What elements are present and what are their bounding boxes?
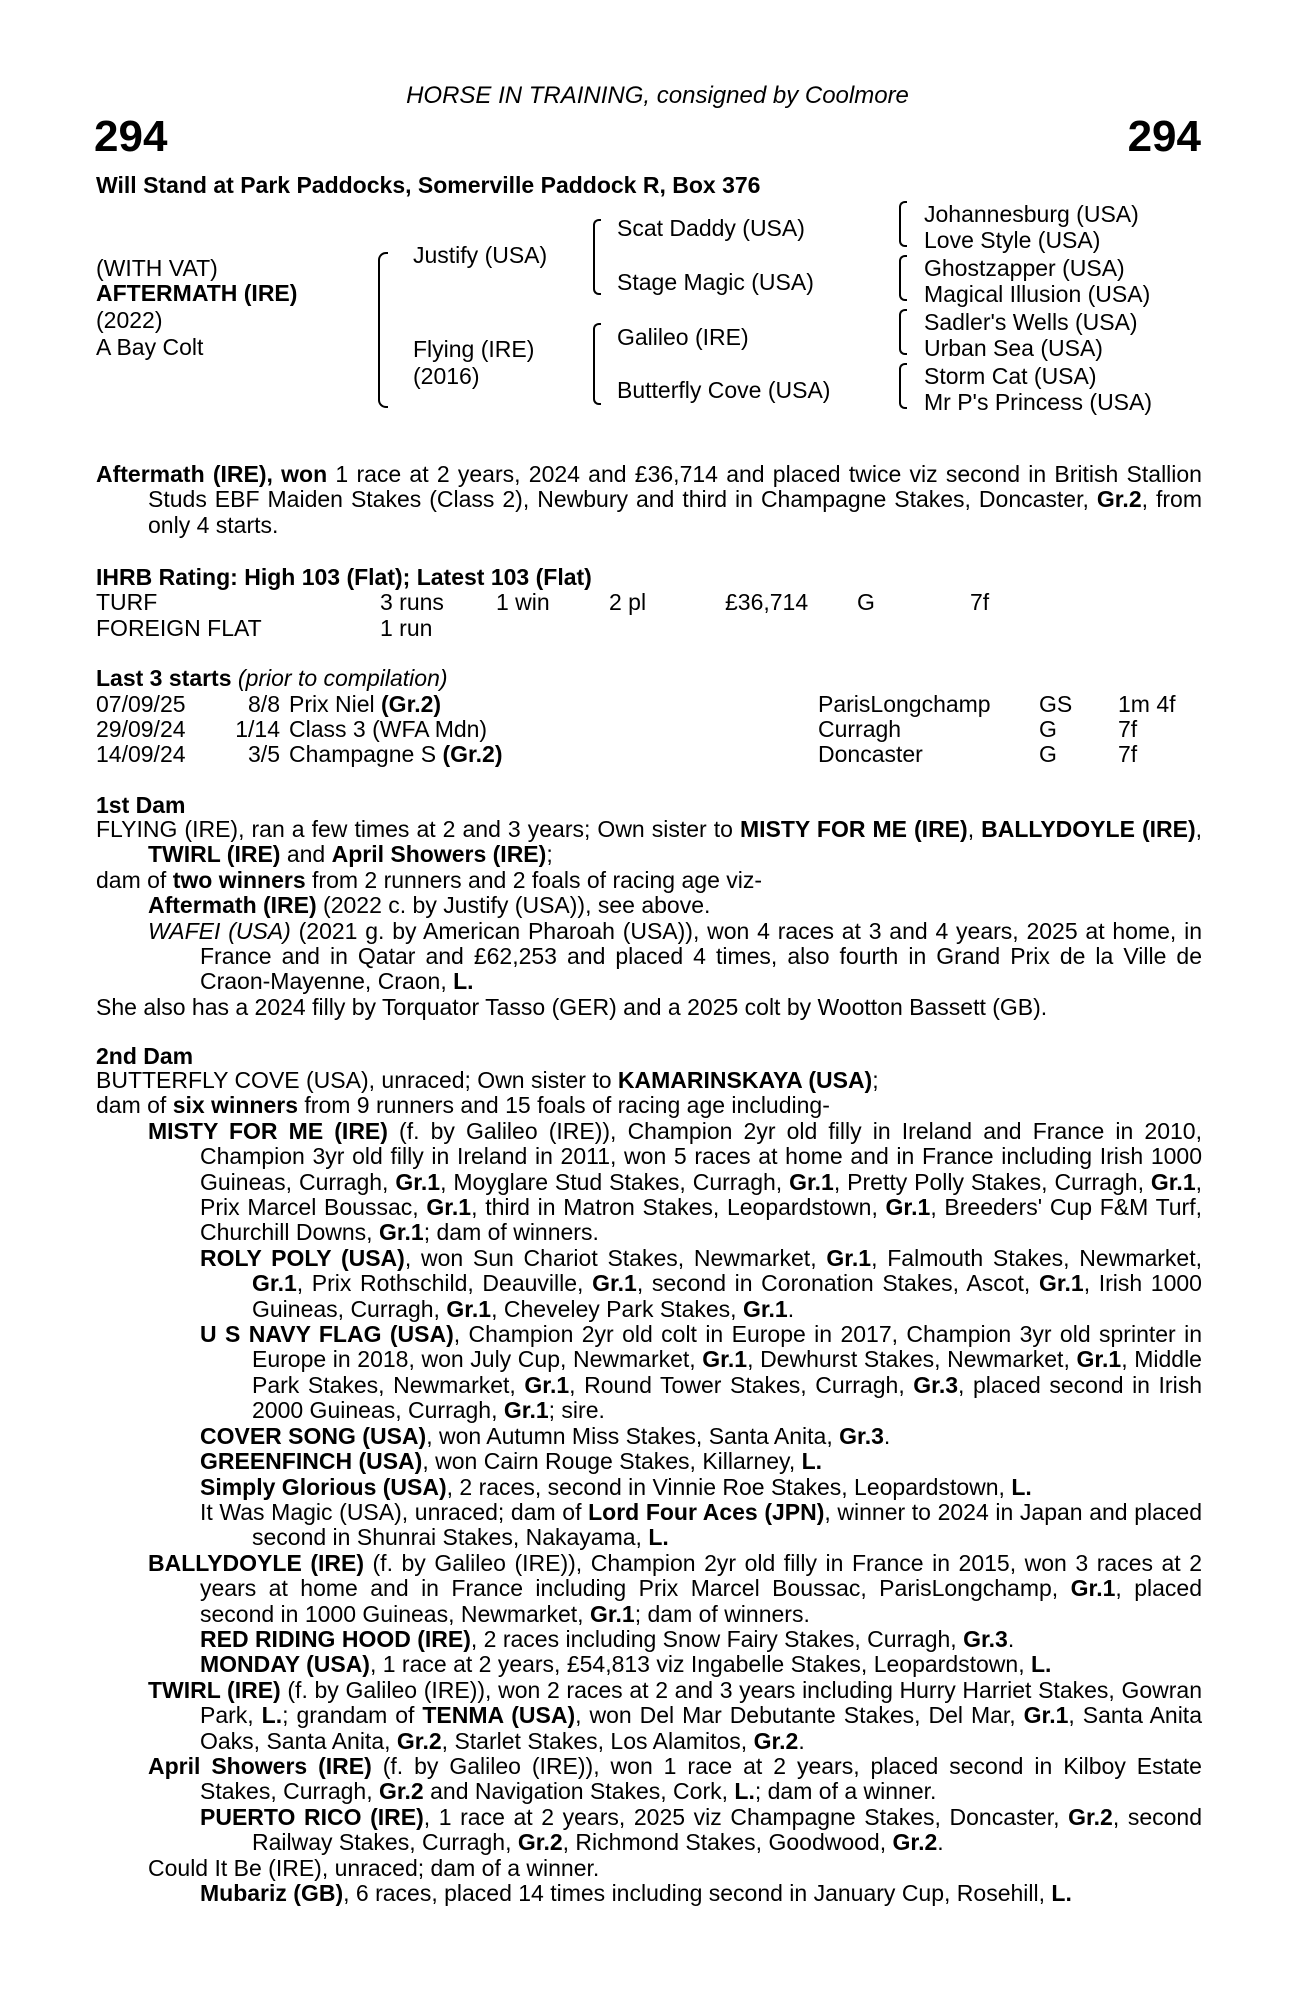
first-dam-section — [96, 817, 1202, 1020]
grade: Gr.1 — [589, 1600, 635, 1627]
pedigree-g5: Sadler's Wells (USA) — [924, 309, 1138, 335]
first-dam-text: FLYING (IRE), ran a few times at 2 and 3 years; Own sister to — [96, 816, 740, 842]
text: . — [787, 1295, 795, 1322]
pedigree-g8: Mr P's Princess (USA) — [924, 389, 1153, 415]
grade: Gr.2 — [753, 1727, 799, 1754]
start-distance: 1m 4f — [1118, 691, 1176, 717]
grade: Gr.1 — [1076, 1346, 1122, 1373]
pedigree-g4: Magical Illusion (USA) — [924, 281, 1151, 307]
sibling-name: MISTY FOR ME (IRE) — [739, 816, 968, 842]
start-race — [289, 692, 441, 717]
summary-text-end: , from only 4 starts. — [148, 486, 1203, 538]
start-race-grade: (Gr.2) — [381, 691, 442, 717]
grade: Gr.2 — [396, 1727, 442, 1754]
text: , Prix Rothschild, Deauville, — [296, 1270, 593, 1297]
first-dam-heading: 1st Dam — [96, 792, 186, 818]
grade: Gr.1 — [1070, 1575, 1116, 1602]
text: and Navigation Stakes, Cork, — [423, 1778, 735, 1805]
start-going: G — [1039, 716, 1057, 742]
pedigree-brace-g3 — [899, 309, 907, 355]
text: It Was Magic (USA), unraced; dam of — [200, 1498, 589, 1525]
grade: Gr.1 — [1150, 1168, 1196, 1195]
text: , Pretty Polly Stakes, Curragh, — [833, 1168, 1151, 1195]
produce-name: TWIRL (IRE) — [148, 1676, 281, 1703]
start-date: 07/09/25 — [96, 691, 186, 717]
produce-name: PUERTO RICO (IRE) — [200, 1803, 424, 1830]
text: (f. by Galileo (IRE)), Champion 2yr old filly in Ireland and France in 2010, Champion 3yr old filly in Ireland in 2011, won 5 races at home and in France including Irish 1000 Guineas, Curragh, — [200, 1117, 1202, 1195]
produce-roly-poly — [96, 1246, 1202, 1322]
start-race-grade: (Gr.2) — [442, 741, 503, 767]
grade: Gr.1 — [1038, 1270, 1084, 1297]
grade: Gr.1 — [524, 1371, 570, 1398]
text: , Breeders' Cup F&M Turf, Churchill Downs, — [200, 1194, 1202, 1246]
text: , second in Coronation Stakes, Ascot, — [636, 1270, 1039, 1297]
ihrb-row-prize: £36,714 — [725, 589, 809, 615]
text: . — [937, 1829, 944, 1856]
grade: Gr.2 — [517, 1829, 563, 1856]
text: , won Del Mar Debutante Stakes, Del Mar, — [575, 1702, 1024, 1729]
lot-number-left: 294 — [94, 112, 168, 161]
text: , Middle Park Stakes, Newmarket, — [252, 1346, 1202, 1398]
horse-name: AFTERMATH (IRE) — [96, 280, 298, 306]
first-dam-other-foals: She also has a 2024 filly by Torquator Tasso (GER) and a 2025 colt by Wootton Bassett (GB). — [96, 993, 1048, 1020]
grade: L. — [453, 968, 474, 995]
conjunction: and — [280, 841, 332, 868]
grade: Gr.1 — [503, 1397, 549, 1424]
text: , third in Matron Stakes, Leopardstown, — [471, 1194, 886, 1221]
text: ; dam of a winner. — [754, 1778, 937, 1805]
pedigree-g2: Love Style (USA) — [924, 227, 1101, 253]
text: from 9 runners and 15 foals of racing age including- — [298, 1092, 830, 1119]
produce-name: U S NAVY FLAG (USA) — [200, 1321, 454, 1348]
grade: Gr.2 — [892, 1829, 938, 1856]
sibling-name: TWIRL (IRE) — [148, 841, 281, 868]
pedigree-sire-sire: Scat Daddy (USA) — [617, 215, 805, 241]
text: , Champion 2yr old colt in Europe in 2017, Champion 3yr old sprinter in Europe in 2018, won July Cup, Newmarket, — [252, 1321, 1202, 1373]
produce-wafei — [96, 919, 1202, 995]
produce-name: ROLY POLY (USA) — [200, 1244, 405, 1271]
start-position: 1/14 — [235, 716, 280, 742]
punct: , — [967, 816, 975, 842]
start-course: Doncaster — [818, 741, 923, 767]
sibling-name: April Showers (IRE) — [331, 841, 547, 868]
produce-ballydoyle — [96, 1551, 1202, 1627]
grade: Gr.3 — [963, 1625, 1008, 1652]
text: ; dam of winners. — [423, 1219, 599, 1246]
text: , won Autumn Miss Stakes, Santa Anita, — [426, 1422, 840, 1449]
text: , 1 race at 2 years, £54,813 viz Ingabelle Stakes, Leopardstown, — [369, 1651, 1031, 1678]
grade: Gr.1 — [826, 1244, 872, 1271]
sibling-name: BALLYDOYLE (IRE) — [981, 816, 1196, 842]
text: , Moyglare Stud Stakes, Curragh, — [440, 1168, 790, 1195]
text: , 2 races, second in Vinnie Roe Stakes, Leopardstown, — [446, 1473, 1012, 1500]
produce-simply-glorious — [96, 1475, 1202, 1500]
lot-number-right: 294 — [1127, 112, 1201, 161]
text: , Round Tower Stakes, Curragh, — [569, 1371, 914, 1398]
pedigree-g1: Johannesburg (USA) — [924, 201, 1139, 227]
produce-red-riding-hood — [96, 1627, 1202, 1652]
produce-name: COVER SONG (USA) — [200, 1422, 427, 1449]
text: ; dam of winners. — [634, 1600, 810, 1627]
horse-description: A Bay Colt — [96, 334, 204, 360]
text: , 6 races, placed 14 times including second in January Cup, Rosehill, — [343, 1880, 1052, 1906]
ihrb-row-type: FOREIGN FLAT — [96, 615, 262, 641]
first-dam-intro — [96, 817, 1202, 868]
pedigree-sire: Justify (USA) — [413, 242, 548, 268]
last-starts-note: (prior to compilation) — [231, 665, 448, 691]
ihrb-row-distance: 7f — [970, 589, 990, 615]
text: , Irish 1000 Guineas, Curragh, — [252, 1270, 1202, 1322]
horse-year: (2022) — [96, 307, 163, 333]
grade: Gr.2 — [378, 1778, 424, 1805]
text: , won Cairn Rouge Stakes, Killarney, — [422, 1448, 802, 1475]
produce-name: BALLYDOYLE (IRE) — [148, 1549, 364, 1576]
grade: Gr.2 — [1068, 1803, 1113, 1830]
pedigree-dam: Flying (IRE) — [413, 336, 535, 362]
produce-cover-song — [96, 1424, 1202, 1449]
text: , Cheveley Park Stakes, — [491, 1295, 743, 1322]
grade: Gr.1 — [592, 1270, 637, 1297]
start-course: Curragh — [818, 716, 902, 742]
text: dam of — [96, 1092, 173, 1119]
produce-name: RED RIDING HOOD (IRE) — [200, 1625, 471, 1652]
text: , Dewhurst Stakes, Newmarket, — [747, 1346, 1077, 1373]
pedigree-brace-g2 — [899, 255, 907, 301]
grade: Gr.1 — [789, 1168, 834, 1195]
pedigree-brace-sire — [593, 219, 601, 295]
text: , won Sun Chariot Stakes, Newmarket, — [404, 1244, 827, 1271]
start-distance: 7f — [1118, 716, 1138, 742]
produce-name: Simply Glorious (USA) — [200, 1473, 447, 1500]
produce-name: MONDAY (USA) — [200, 1651, 370, 1678]
winners-count: six winners — [172, 1092, 298, 1119]
grade: Gr.1 — [395, 1168, 441, 1195]
produce-aftermath — [96, 893, 1202, 918]
produce-name: WAFEI (USA) — [148, 917, 291, 944]
pedigree-g3: Ghostzapper (USA) — [924, 255, 1125, 281]
text: , 2 races including Snow Fairy Stakes, Curragh, — [470, 1625, 964, 1652]
text: dam of — [96, 866, 173, 893]
race-summary — [96, 462, 1202, 538]
produce-name: Mubariz (GB) — [200, 1880, 344, 1906]
produce-greenfinch — [96, 1449, 1202, 1474]
produce-name: Lord Four Aces (JPN) — [588, 1498, 825, 1525]
start-race-name: Prix Niel — [289, 691, 382, 717]
start-going: G — [1039, 741, 1057, 767]
text: ; sire. — [548, 1397, 605, 1424]
start-going: GS — [1039, 691, 1073, 717]
produce-name: GREENFINCH (USA) — [200, 1448, 423, 1475]
pedigree-brace-g1 — [899, 201, 907, 247]
ihrb-row-runs: 1 run — [380, 615, 433, 641]
text: , Prix Marcel Boussac, — [200, 1168, 1203, 1221]
grade: L. — [1011, 1473, 1032, 1500]
produce-name: MISTY FOR ME (IRE) — [148, 1117, 388, 1144]
text: , 1 race at 2 years, 2025 viz Champagne Stakes, Doncaster, — [423, 1803, 1069, 1830]
grade: L. — [648, 1524, 669, 1551]
ihrb-row-going: G — [857, 589, 875, 615]
pedigree-dam-year: (2016) — [413, 363, 480, 389]
pedigree-sire-dam: Stage Magic (USA) — [617, 269, 814, 295]
start-course: ParisLongchamp — [818, 691, 991, 717]
text: (f. by Galileo (IRE)), won 1 race at 2 years, placed second in Kilboy Estate Stakes, Curragh, — [200, 1752, 1202, 1805]
grade: Gr.1 — [378, 1219, 424, 1246]
text: (f. by Galileo (IRE)), won 2 races at 2 and 3 years including Hurry Harriet Stakes, Gowran Park, — [200, 1676, 1203, 1729]
grade: L. — [1030, 1651, 1052, 1678]
produce-text: (2021 g. by American Pharoah (USA)), won 4 races at 3 and 4 years, 2025 at home, in France and in Qatar and £62,253 and placed 4 times, also fourth in Grand Prix de la Ville de Craon-Mayenne, Craon, — [200, 917, 1203, 995]
produce-april-showers — [96, 1754, 1202, 1805]
first-dam-produce-summary — [96, 868, 1202, 893]
ihrb-row-type: TURF — [96, 589, 158, 615]
text: , second Railway Stakes, Curragh, — [252, 1803, 1202, 1856]
produce-misty-for-me — [96, 1119, 1202, 1246]
produce-name: TENMA (USA) — [422, 1702, 576, 1729]
grade: Gr.3 — [913, 1371, 959, 1398]
pedigree-brace-g4 — [899, 363, 907, 409]
grade: Gr.1 — [1023, 1702, 1069, 1729]
summary-text: 1 race at 2 years, 2024 and £36,714 and placed twice viz second in British Stallion Studs EBF Maiden Stakes (Class 2), Newbury and third in Champagne Stakes, Doncaster, — [148, 461, 1202, 513]
produce-it-was-magic — [96, 1500, 1202, 1551]
start-race — [289, 717, 487, 742]
grade: Gr.1 — [742, 1295, 788, 1322]
produce-could-it-be: Could It Be (IRE), unraced; dam of a winner. — [148, 1854, 600, 1881]
start-date: 14/09/24 — [96, 741, 186, 767]
second-dam-section — [96, 1068, 1202, 1906]
start-position: 3/5 — [248, 741, 280, 767]
punct: ; — [546, 841, 553, 868]
start-race-name: Class 3 (WFA Mdn) — [289, 716, 488, 742]
text: BUTTERFLY COVE (USA), unraced; Own sister to — [96, 1067, 618, 1093]
text: from 2 runners and 2 foals of racing age viz- — [305, 866, 763, 893]
ihrb-row-wins: 1 win — [496, 589, 550, 615]
start-distance: 7f — [1118, 741, 1138, 767]
summary-grade: Gr.2 — [1096, 486, 1142, 513]
ihrb-row-runs: 3 runs — [380, 589, 444, 615]
produce-text: (2022 c. by Justify (USA)), see above. — [316, 892, 711, 919]
last-starts-title: Last 3 starts — [96, 665, 232, 691]
grade: Gr.3 — [839, 1422, 884, 1449]
pedigree-dam-dam: Butterfly Cove (USA) — [617, 377, 831, 403]
text: , Starlet Stakes, Los Alamitos, — [441, 1727, 754, 1754]
pedigree-g6: Urban Sea (USA) — [924, 335, 1103, 361]
grade: Gr.1 — [426, 1194, 472, 1221]
produce-puerto-rico — [96, 1805, 1202, 1856]
produce-mubariz — [96, 1881, 1202, 1906]
second-dam-produce-summary — [96, 1093, 1202, 1118]
start-race-name: Champagne S — [289, 741, 443, 767]
text: (f. by Galileo (IRE)), Champion 2yr old filly in France in 2015, won 3 races at 2 years at home and in France including Prix Marcel Boussac, ParisLongchamp, — [200, 1549, 1203, 1602]
grade: Gr.1 — [446, 1295, 492, 1322]
last-starts-heading — [96, 666, 448, 691]
second-dam-intro — [96, 1068, 1202, 1093]
text: , Falmouth Stakes, Newmarket, — [871, 1244, 1202, 1271]
grade: L. — [1051, 1880, 1072, 1906]
text: ; grandam of — [282, 1702, 423, 1729]
text: . — [883, 1422, 891, 1449]
pedigree-g7: Storm Cat (USA) — [924, 363, 1097, 389]
text: , Richmond Stakes, Goodwood, — [562, 1829, 893, 1856]
start-position: 8/8 — [248, 691, 280, 717]
grade: Gr.1 — [252, 1270, 297, 1297]
text: , placed second in 1000 Guineas, Newmarket, — [200, 1575, 1202, 1627]
grade: L. — [801, 1448, 823, 1475]
produce-us-navy-flag — [96, 1322, 1202, 1424]
pedigree-brace-main — [378, 252, 388, 408]
grade: Gr.1 — [885, 1194, 931, 1221]
text: . — [798, 1727, 805, 1754]
text: , placed second in Irish 2000 Guineas, Curragh, — [252, 1371, 1202, 1424]
text: . — [1007, 1625, 1015, 1652]
produce-name: April Showers (IRE) — [148, 1752, 372, 1779]
winners-count: two winners — [172, 866, 306, 893]
text: , winner to 2024 in Japan and placed second in Shunrai Stakes, Nakayama, — [252, 1498, 1202, 1551]
produce-name: Aftermath (IRE) — [148, 892, 317, 919]
punct: ; — [872, 1067, 879, 1093]
ihrb-row-places: 2 pl — [609, 589, 647, 615]
summary-horse-name: Aftermath (IRE), won — [96, 461, 328, 487]
consignor-line: HORSE IN TRAINING, consigned by Coolmore — [406, 82, 909, 109]
ihrb-heading: IHRB Rating: High 103 (Flat); Latest 103 (Flat) — [96, 564, 592, 590]
vat-label: (WITH VAT) — [96, 255, 218, 281]
text: , Santa Anita Oaks, Santa Anita, — [200, 1702, 1202, 1754]
grade: L. — [734, 1778, 755, 1805]
stable-line: Will Stand at Park Paddocks, Somerville Paddock R, Box 376 — [96, 172, 761, 198]
produce-monday — [96, 1652, 1202, 1677]
start-date: 29/09/24 — [96, 716, 186, 742]
produce-twirl — [96, 1678, 1202, 1754]
start-race — [289, 742, 503, 767]
grade: Gr.1 — [702, 1346, 748, 1373]
grade: L. — [261, 1702, 283, 1729]
pedigree-brace-dam — [593, 323, 601, 405]
punct: , — [1195, 816, 1202, 842]
second-dam-heading: 2nd Dam — [96, 1043, 194, 1069]
pedigree-dam-sire: Galileo (IRE) — [617, 324, 749, 350]
sibling-name: KAMARINSKAYA (USA) — [617, 1067, 873, 1093]
